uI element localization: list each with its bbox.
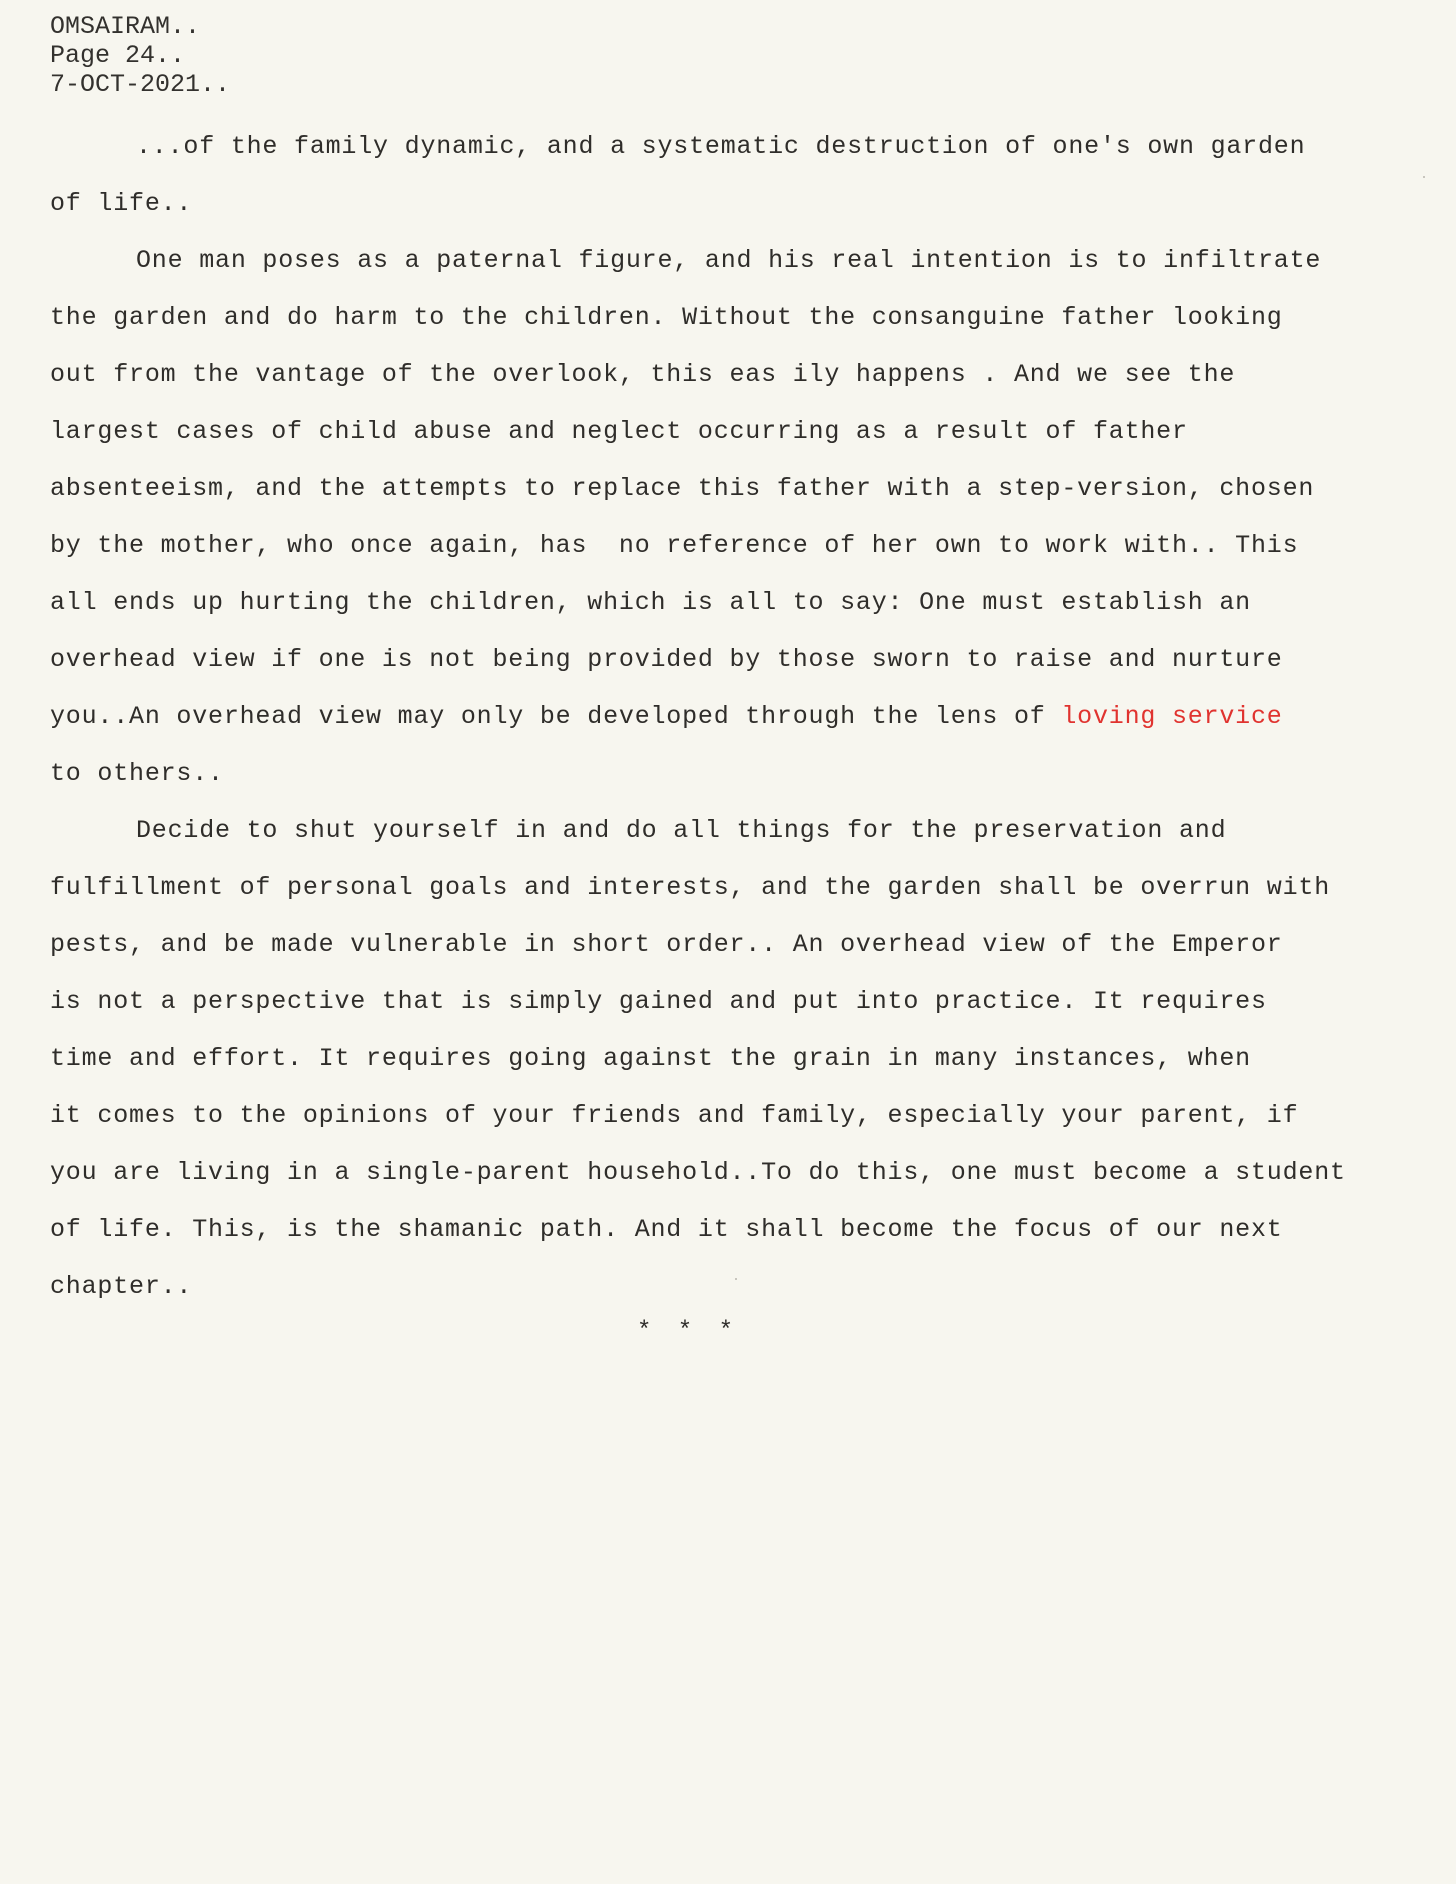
- body-text: [50, 118, 1450, 1315]
- paragraph-3-line-4: is not a perspective that is simply gained and put into practice. It requires: [50, 987, 1267, 1016]
- paragraph-3-line-7: you are living in a single-parent household..To do this, one must become a student: [50, 1158, 1346, 1187]
- paragraph-3-line-9: chapter..: [50, 1272, 193, 1301]
- paragraph-2-line-7: all ends up hurting the children, which is all to say: One must establish an: [50, 588, 1251, 617]
- header-page-number: Page 24..: [50, 41, 186, 70]
- paragraph-2-line-9-text: you..An overhead view may only be developed through the lens of: [50, 702, 1062, 731]
- header-title: OMSAIRAM..: [50, 12, 201, 41]
- paragraph-3-line-5: time and effort. It requires going against the grain in many instances, when: [50, 1044, 1251, 1073]
- header-date: 7-OCT-2021..: [50, 70, 231, 99]
- paragraph-3-line-6: it comes to the opinions of your friends and family, especially your parent, if: [50, 1101, 1299, 1130]
- paragraph-2-line-2: the garden and do harm to the children. Without the consanguine father looking: [50, 303, 1283, 332]
- paragraph-2-line-5: absenteeism, and the attempts to replace this father with a step-version, chosen: [50, 474, 1315, 503]
- paragraph-1-line-2: of life..: [50, 189, 193, 218]
- paragraph-1-line-1: ...of the family dynamic, and a systematic destruction of one's own garden: [136, 132, 1306, 161]
- paper-speck: [1423, 176, 1425, 178]
- paragraph-3-line-2: fulfillment of personal goals and interests, and the garden shall be overrun with: [50, 873, 1330, 902]
- paragraph-2-line-6: by the mother, who once again, has no reference of her own to work with.. This: [50, 531, 1299, 560]
- paragraph-2-line-8: overhead view if one is not being provided by those sworn to raise and nurture: [50, 645, 1283, 674]
- paragraph-2-line-3: out from the vantage of the overlook, this eas ily happens . And we see the: [50, 360, 1236, 389]
- paragraph-2-line-9: [50, 688, 1450, 745]
- section-separator: * * *: [637, 1318, 740, 1345]
- paragraph-3-line-8: of life. This, is the shamanic path. And it shall become the focus of our next: [50, 1215, 1283, 1244]
- paper-speck: [735, 1278, 737, 1280]
- page-header: [50, 12, 230, 99]
- paragraph-3-line-1: Decide to shut yourself in and do all things for the preservation and: [136, 816, 1227, 845]
- paragraph-2-line-1: One man poses as a paternal figure, and his real intention is to infiltrate: [136, 246, 1322, 275]
- paragraph-2-line-10: to others..: [50, 759, 224, 788]
- paragraph-2-line-4: largest cases of child abuse and neglect occurring as a result of father: [50, 417, 1188, 446]
- paragraph-3-line-3: pests, and be made vulnerable in short order.. An overhead view of the Emperor: [50, 930, 1283, 959]
- red-ink-phrase: loving service: [1061, 702, 1283, 731]
